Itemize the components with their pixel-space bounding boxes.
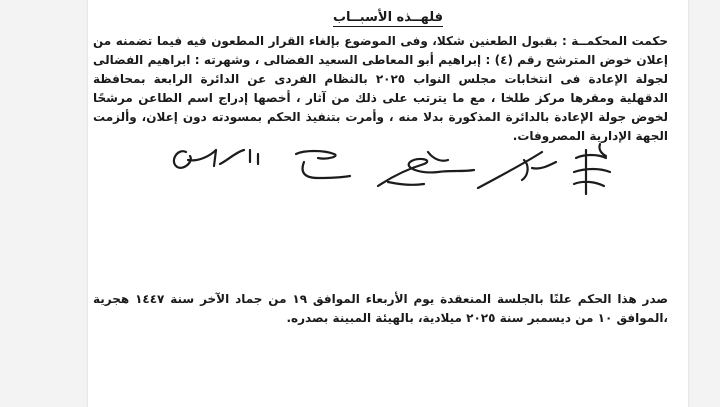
signature-2 (296, 151, 350, 178)
section-heading (88, 10, 688, 25)
document-content (88, 0, 688, 407)
signatures-drawing (128, 138, 688, 204)
signature-4 (478, 152, 556, 188)
signature-3 (378, 152, 474, 186)
issuance-block (93, 290, 668, 328)
signature-5 (574, 144, 610, 194)
signatures-area (128, 138, 688, 204)
ruling-block (93, 32, 668, 146)
signature-1 (174, 150, 258, 168)
document-page (88, 0, 688, 407)
section-heading-text: فلهــذه الأسبــاب (332, 10, 444, 25)
issuance-paragraph: صدر هذا الحكم علنًا بالجلسة المنعقدة يوم الأربعاء الموافق ١٩ من جماد الآخر سنة ١٤٤٧ هجرية ،الموافق ١٠ من ديسمبر سنة ٢٠٢٥ ميلادية، بالهيئة المبينة بصدره. (93, 292, 668, 325)
ruling-paragraph: حكمت المحكمــة : بقبول الطعنين شكلا، وفى الموضوع بإلغاء القرار المطعون فيه فيما تضمنه من إعلان خوض المترشح رقم (٤) : إبراهيم أبو المعاطى السعيد الفضالى ، وشهرته : ابراهيم الفضالى لجولة الإعادة فى انتخابات مجلس النواب ٢٠٢٥ بالنظام الفردى عن الدائرة الرابعة بمحافظة الدقهلية ومقرها مركز طلخا ، مع ما يترتب على ذلك من آثار ، أخصها إدراج اسم الطاعن مرشحًا لخوض جولة الإعادة بالدائرة المذكورة بدلا منه ، وأمرت بتنفيذ الحكم بمسودته دون إعلان، وألزمت الجهة الإدارية المصروفات. (93, 34, 669, 143)
